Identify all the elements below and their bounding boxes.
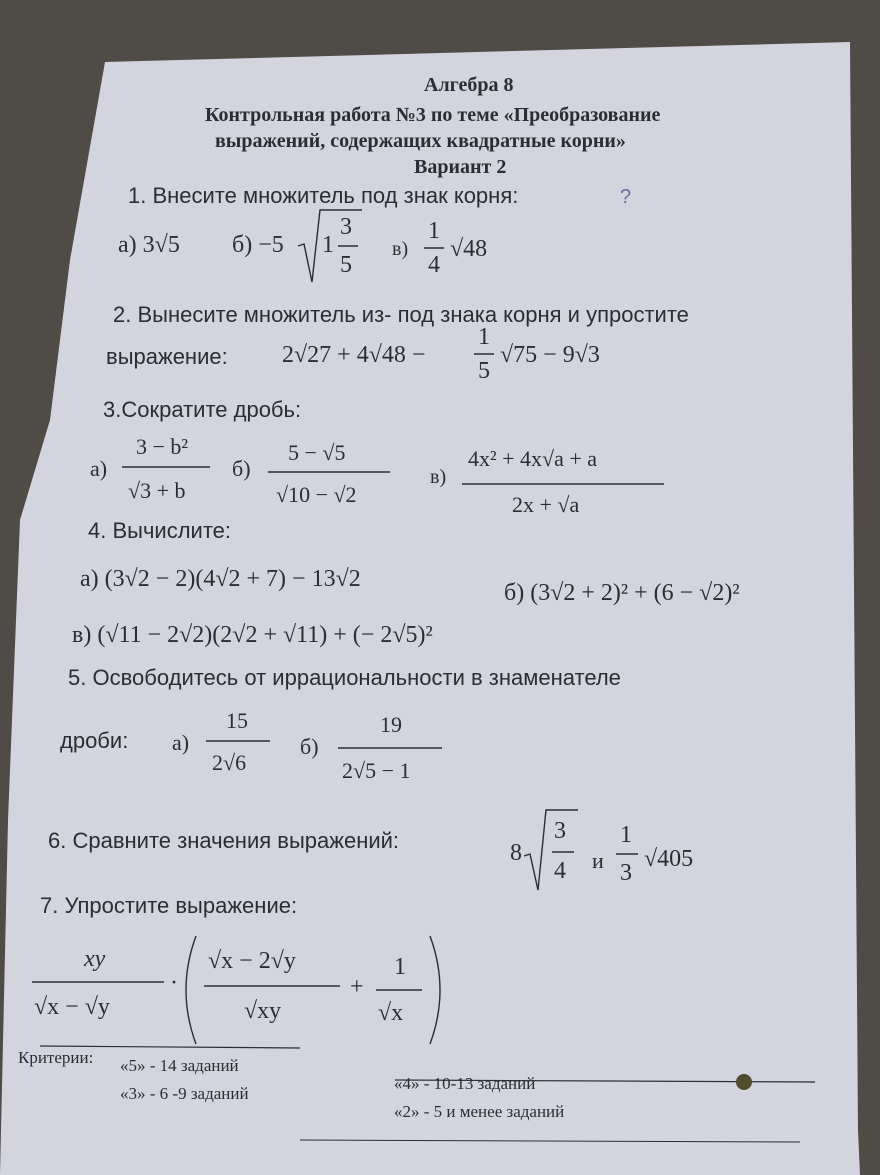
question-1-text: 1. Внесите множитель под знак корня:: [128, 183, 519, 208]
question-6-text: 6. Сравните значения выражений:: [48, 828, 400, 853]
q6-left-denominator: 4: [554, 858, 566, 884]
test-title: Контрольная работа №3 по теме «Преобразование: [205, 104, 661, 126]
question-7-text: 7. Упростите выражение:: [40, 893, 298, 918]
question-2-text: 2. Вынесите множитель из- под знака корня и упростите: [113, 302, 689, 327]
q4-option-a: а) (3√2 − 2)(4√2 + 7) − 13√2: [80, 566, 361, 592]
q3-option-a-label: а): [90, 456, 108, 481]
q1-c-root: √48: [450, 236, 488, 262]
criteria-grade-5: «5» - 14 заданий: [120, 1056, 239, 1075]
q3-option-c-label: в): [430, 466, 447, 488]
q1-c-denominator: 4: [428, 252, 440, 278]
q7-f2-denominator: √xy: [244, 998, 282, 1024]
q5-b-denominator: 2√5 − 1: [342, 758, 411, 783]
q1-c-numerator: 1: [428, 218, 440, 244]
q6-right-root: √405: [644, 846, 694, 872]
q3-b-denominator: √10 − √2: [276, 482, 357, 507]
q4-option-b: б) (3√2 + 2)² + (6 − √2)²: [504, 580, 740, 606]
q2-expression-part2: √75 − 9√3: [500, 342, 600, 368]
question-5-text-continued: дроби:: [60, 728, 129, 753]
q7-f3-denominator: √x: [378, 1000, 404, 1026]
q3-a-denominator: √3 + b: [128, 478, 186, 503]
subject-title: Алгебра 8: [424, 74, 514, 96]
q7-f1-numerator: xy: [84, 946, 106, 972]
q5-option-a-label: а): [172, 730, 190, 755]
q6-and-word: и: [592, 848, 604, 873]
q6-right-denominator: 3: [620, 860, 632, 886]
q7-f2-numerator: √x − 2√y: [208, 948, 296, 974]
q5-b-numerator: 19: [380, 712, 402, 737]
criteria-grade-3: «3» - 6 -9 заданий: [120, 1084, 249, 1103]
q3-c-denominator: 2x + √a: [512, 492, 580, 517]
q2-fraction-denominator: 5: [478, 358, 490, 384]
q7-plus-sign: +: [350, 974, 364, 1000]
q1-b-denominator: 5: [340, 252, 352, 278]
q1-option-a: а) 3√5: [118, 232, 180, 258]
question-4-text: 4. Вычислите:: [88, 518, 231, 543]
question-mark-annotation: ?: [620, 186, 632, 208]
q7-multiply-dot: ·: [170, 970, 178, 996]
q2-expression-part1: 2√27 + 4√48 −: [282, 342, 426, 368]
variant-label: Вариант 2: [414, 156, 507, 178]
criteria-label: Критерии:: [18, 1048, 94, 1067]
q7-f1-denominator: √x − √y: [34, 994, 110, 1020]
criteria-grade-2: «2» - 5 и менее заданий: [394, 1102, 565, 1121]
q3-c-numerator: 4x² + 4x√a + a: [468, 446, 598, 471]
q2-fraction-numerator: 1: [478, 324, 490, 350]
q6-right-numerator: 1: [620, 822, 632, 848]
q5-option-b-label: б): [300, 734, 319, 759]
q1-b-numerator: 3: [340, 214, 352, 240]
question-5-text: 5. Освободитесь от иррациональности в знаменателе: [68, 665, 621, 690]
q5-a-numerator: 15: [226, 708, 248, 733]
question-2-text-continued: выражение:: [106, 344, 228, 369]
q3-a-numerator: 3 − b²: [136, 434, 189, 459]
q5-a-denominator: 2√6: [212, 750, 247, 775]
criteria-grade-4: «4» - 10-13 заданий: [394, 1074, 536, 1093]
q1-b-whole: 1: [322, 232, 334, 258]
q1-option-c-label: в): [392, 238, 409, 260]
test-title-continued: выражений, содержащих квадратные корни»: [215, 130, 626, 152]
q7-f3-numerator: 1: [394, 954, 406, 980]
q3-b-numerator: 5 − √5: [288, 440, 346, 465]
q4-option-c: в) (√11 − 2√2)(2√2 + √11) + (− 2√5)²: [72, 622, 433, 648]
question-3-text: 3.Сократите дробь:: [103, 397, 302, 422]
q6-left-coefficient: 8: [510, 840, 522, 866]
q1-option-b-label: б) −5: [232, 232, 284, 258]
q3-option-b-label: б): [232, 456, 251, 481]
q6-left-numerator: 3: [554, 818, 566, 844]
